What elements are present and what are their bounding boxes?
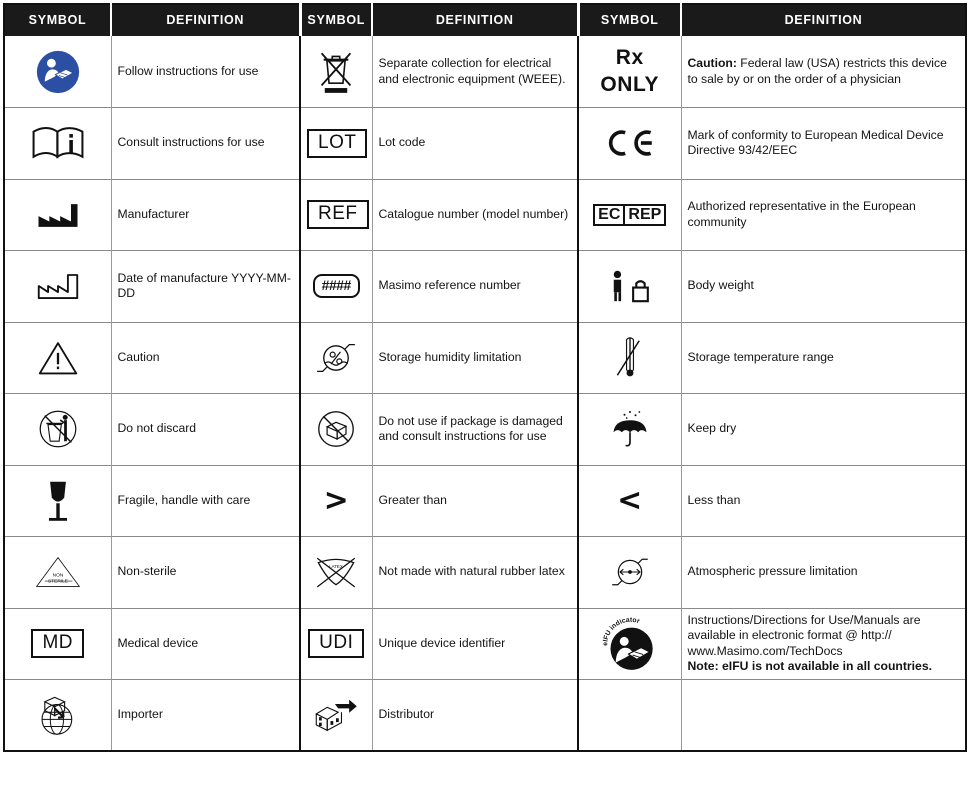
definition-cell [681, 537, 966, 609]
definition-text: Unique device identifier [378, 635, 506, 650]
definition-cell [372, 394, 578, 466]
symbol-cell-caution [4, 322, 111, 394]
definition-text: Masimo reference number [378, 278, 521, 293]
definition-text: Greater than [378, 492, 447, 507]
definition-cell [372, 608, 578, 680]
catalogue-number-icon: REF [307, 200, 369, 229]
definition-text: Caution [117, 349, 160, 364]
definition-text: Storage humidity limitation [378, 349, 522, 364]
symbol-cell-weee [300, 36, 372, 108]
definition-cell [681, 36, 966, 108]
definition-text: Medical device [117, 635, 199, 650]
symbol-cell-atmospheric-pressure [578, 537, 681, 609]
definition-cell [372, 108, 578, 180]
table-row [4, 537, 966, 609]
symbol-cell-non-sterile [4, 537, 111, 609]
svg-text:eIFU indicator: eIFU indicator [601, 616, 641, 646]
definition-cell [111, 179, 300, 251]
do-not-discard-icon [38, 409, 78, 449]
symbol-cell-less-than [578, 465, 681, 537]
storage-temperature-range-icon [613, 335, 647, 381]
definition-text: Keep dry [687, 421, 737, 436]
definition-cell [111, 680, 300, 752]
definition-text: Date of manufacture YYYY-MM-DD [117, 270, 291, 301]
lot-code-icon: LOT [307, 129, 367, 158]
table-row [4, 608, 966, 680]
weee-separate-collection-icon [317, 49, 355, 95]
header-definition-2: DEFINITION [372, 4, 578, 36]
header-symbol-1: SYMBOL [4, 4, 111, 36]
table-row [4, 465, 966, 537]
symbol-cell-lot [300, 108, 372, 180]
svg-text:STERILE: STERILE [47, 579, 68, 585]
definition-cell [111, 251, 300, 323]
ec-rep-icon [593, 204, 666, 226]
symbol-cell-udi [300, 608, 372, 680]
symbol-cell-importer [4, 680, 111, 752]
definition-text: Do not discard [117, 421, 197, 436]
definition-cell [111, 108, 300, 180]
definition-text: Importer [117, 707, 163, 722]
definition-cell [372, 251, 578, 323]
definition-cell [681, 322, 966, 394]
definition-text: Follow instructions for use [117, 63, 259, 78]
header-definition-1: DEFINITION [111, 4, 300, 36]
definition-cell [372, 322, 578, 394]
symbol-cell-no-latex [300, 537, 372, 609]
table-row [4, 322, 966, 394]
header-definition-3: DEFINITION [681, 4, 966, 36]
symbol-cell-follow-instructions [4, 36, 111, 108]
symbol-cell-do-not-discard [4, 394, 111, 466]
importer-icon [36, 693, 80, 737]
symbol-cell-rx-only [578, 36, 681, 108]
definition-cell [681, 608, 966, 680]
definition-text: Distributor [378, 707, 435, 722]
definition-text: Less than [687, 492, 741, 507]
table-row [4, 36, 966, 108]
definition-text: Separate collection for electrical and electronic equipment (WEEE). [378, 55, 566, 86]
definition-text-line1: Instructions/Directions for Use/Manuals are available in electronic format @ http:// [687, 612, 921, 643]
symbol-cell-ce-mark [578, 108, 681, 180]
definition-cell [372, 537, 578, 609]
definition-note: Note: eIFU is not available in all countries. [687, 659, 932, 674]
definition-cell [111, 322, 300, 394]
ec-rep-left-text: EC [598, 205, 621, 223]
follow-instructions-for-use-icon [36, 50, 80, 94]
symbol-cell-body-weight [578, 251, 681, 323]
definition-cell [111, 36, 300, 108]
non-sterile-icon [34, 554, 82, 590]
definition-cell [111, 394, 300, 466]
symbol-cell-masimo-ref [300, 251, 372, 323]
unique-device-identifier-icon: UDI [308, 629, 364, 658]
symbol-cell-date-of-manufacture [4, 251, 111, 323]
definition-text: Authorized representative in the European community [687, 199, 916, 229]
symbol-cell-fragile [4, 465, 111, 537]
symbol-cell-keep-dry [578, 394, 681, 466]
header-symbol-2: SYMBOL [300, 4, 372, 36]
definition-text: Catalogue number (model number) [378, 206, 569, 221]
symbol-cell-humidity [300, 322, 372, 394]
definition-cell [111, 537, 300, 609]
header-symbol-3: SYMBOL [578, 4, 681, 36]
definition-text: Non-sterile [117, 564, 177, 579]
definition-text: Storage temperature range [687, 349, 834, 364]
rx-only-icon: Rx ONLY [600, 45, 660, 96]
table-header [4, 4, 966, 36]
definition-text [688, 56, 960, 87]
ce-mark-icon [607, 128, 653, 158]
eifu-indicator-icon [601, 615, 659, 673]
distributor-icon [313, 695, 359, 735]
definition-text: Atmospheric pressure limitation [687, 564, 858, 579]
medical-device-icon: MD [31, 629, 84, 658]
definition-text-body: Federal law (USA) restricts this device to sale by or on the order of a physician [687, 55, 947, 86]
masimo-reference-number-icon: #### [313, 274, 360, 298]
symbol-cell-medical-device [4, 608, 111, 680]
svg-text:NON: NON [52, 573, 64, 579]
table-row [4, 108, 966, 180]
body-weight-icon [608, 269, 652, 303]
symbol-cell-ref [300, 179, 372, 251]
definition-cell [372, 680, 578, 752]
definition-cell [111, 608, 300, 680]
do-not-use-if-package-damaged-icon [316, 409, 356, 449]
table-body [4, 36, 966, 751]
definition-cell [372, 36, 578, 108]
definition-text: Manufacturer [117, 206, 190, 221]
symbol-cell-eifu [578, 608, 681, 680]
table-row [4, 394, 966, 466]
definition-cell [372, 179, 578, 251]
definition-cell [681, 465, 966, 537]
definition-text: Fragile, handle with care [117, 492, 251, 507]
symbol-cell-consult-ifu [4, 108, 111, 180]
definition-cell [681, 108, 966, 180]
definition-cell [111, 465, 300, 537]
definition-text: Lot code [378, 135, 426, 150]
definition-cell [681, 179, 966, 251]
not-made-with-natural-rubber-latex-icon [314, 554, 358, 590]
ec-rep-right-text: REP [623, 206, 664, 224]
caution-triangle-icon [38, 340, 78, 376]
symbol-cell-ec-rep [578, 179, 681, 251]
consult-instructions-for-use-icon [30, 123, 86, 163]
definition-text: Not made with natural rubber latex [378, 564, 565, 579]
symbol-cell-storage-temperature [578, 322, 681, 394]
symbol-cell-greater-than [300, 465, 372, 537]
definition-cell [681, 394, 966, 466]
definition-text: Body weight [687, 278, 754, 293]
symbol-cell-empty [578, 680, 681, 752]
caution-label: Caution: [687, 55, 737, 70]
less-than-icon: < [617, 482, 643, 518]
storage-humidity-limitation-icon [316, 338, 356, 378]
svg-text:LATEX: LATEX [329, 564, 344, 570]
symbol-cell-manufacturer [4, 179, 111, 251]
manufacturer-icon [36, 202, 80, 228]
symbol-cell-distributor [300, 680, 372, 752]
definition-text-line2: www.Masimo.com/TechDocs [687, 643, 843, 658]
table-row [4, 680, 966, 752]
atmospheric-pressure-limitation-icon [610, 552, 650, 592]
definition-cell [681, 251, 966, 323]
table-row [4, 251, 966, 323]
definition-text: Consult instructions for use [117, 135, 265, 150]
symbol-cell-package-damaged [300, 394, 372, 466]
definition-text: Do not use if package is damaged and consult instructions for use [378, 413, 563, 444]
table-row [4, 179, 966, 251]
symbol-glossary-page [0, 3, 968, 787]
keep-dry-umbrella-icon [608, 409, 652, 449]
symbol-definition-table [3, 3, 967, 752]
fragile-handle-with-care-icon [45, 478, 71, 524]
definition-cell-empty [681, 680, 966, 752]
definition-text: Mark of conformity to European Medical Device Directive 93/42/EEC [687, 127, 944, 158]
greater-than-icon: > [323, 482, 349, 518]
date-of-manufacture-icon [36, 272, 80, 300]
definition-cell [372, 465, 578, 537]
